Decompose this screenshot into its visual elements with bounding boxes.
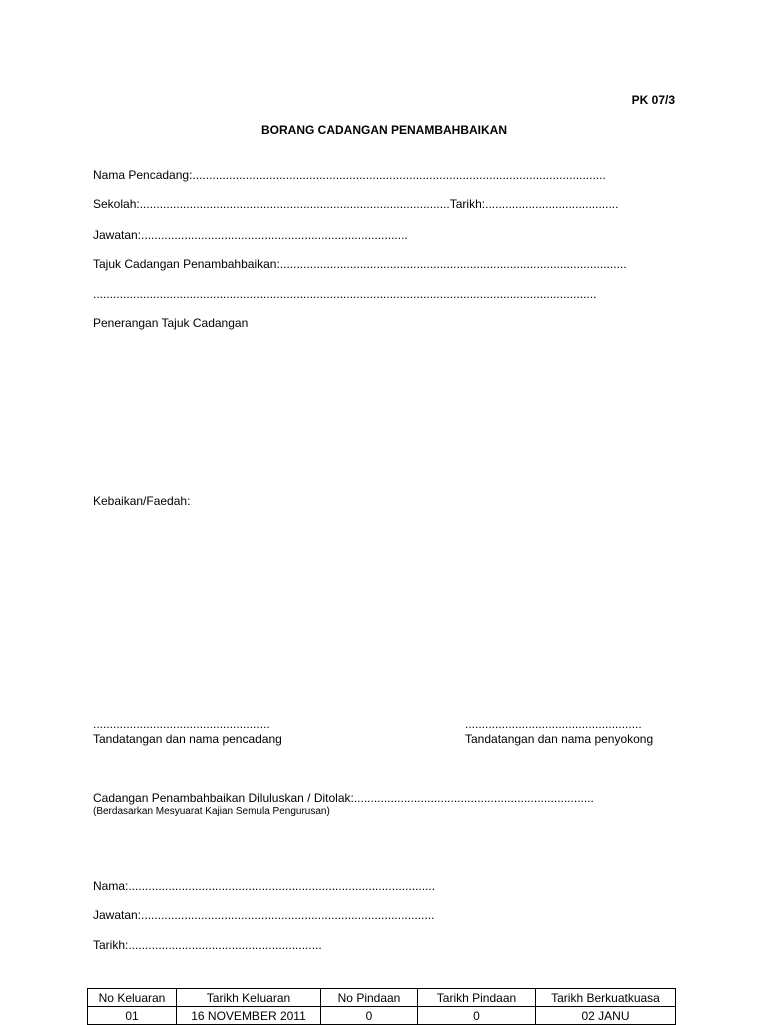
cell-tarikh-berkuatkuasa: 02 JANU [536, 1007, 676, 1025]
cell-no-pindaan: 0 [321, 1007, 418, 1025]
field-sekolah-tarikh[interactable]: Sekolah:.............................................................................................Tarikh:........................................ [93, 197, 619, 211]
section-kebaikan-label: Kebaikan/Faedah: [93, 494, 191, 508]
cell-tarikh-keluaran: 16 NOVEMBER 2011 [177, 1007, 321, 1025]
revision-table [87, 988, 676, 1025]
field-nama-pencadang[interactable]: Nama Pencadang:............................................................................................................................ [93, 168, 606, 182]
header-tarikh-berkuatkuasa: Tarikh Berkuatkuasa [536, 989, 676, 1007]
header-no-pindaan: No Pindaan [321, 989, 418, 1007]
approval-jawatan-field[interactable]: Jawatan:........................................................................................ [93, 908, 435, 922]
signature-line-penyokong[interactable]: ..................................................... [465, 717, 642, 731]
signature-label-penyokong: Tandatangan dan nama penyokong [465, 732, 654, 746]
approval-status-field[interactable]: Cadangan Penambahbaikan Diluluskan / Ditolak:........................................................................ [93, 791, 594, 805]
cell-tarikh-pindaan: 0 [418, 1007, 536, 1025]
approval-note: (Berdasarkan Mesyuarat Kajian Semula Pengurusan) [93, 806, 330, 817]
signature-line-pencadang[interactable]: ..................................................... [93, 717, 270, 731]
header-tarikh-pindaan: Tarikh Pindaan [418, 989, 536, 1007]
field-tajuk-cadangan-continued[interactable]: ....................................................................................................................................................... [93, 287, 597, 301]
form-title: BORANG CADANGAN PENAMBAHBAIKAN [261, 123, 507, 137]
revision-table-header-row [88, 989, 676, 1007]
approval-tarikh-field[interactable]: Tarikh:.......................................................... [93, 938, 322, 952]
form-code: PK 07/3 [631, 93, 675, 107]
revision-table-row [88, 1007, 676, 1025]
field-jawatan[interactable]: Jawatan:................................................................................ [93, 228, 408, 242]
header-tarikh-keluaran: Tarikh Keluaran [177, 989, 321, 1007]
field-tajuk-cadangan[interactable]: Tajuk Cadangan Penambahbaikan:........................................................................................................ [93, 257, 627, 271]
section-penerangan-label: Penerangan Tajuk Cadangan [93, 316, 249, 330]
header-no-keluaran: No Keluaran [88, 989, 177, 1007]
approval-nama-field[interactable]: Nama:............................................................................................ [93, 879, 436, 893]
cell-no-keluaran: 01 [88, 1007, 177, 1025]
signature-label-pencadang: Tandatangan dan nama pencadang [93, 732, 282, 746]
